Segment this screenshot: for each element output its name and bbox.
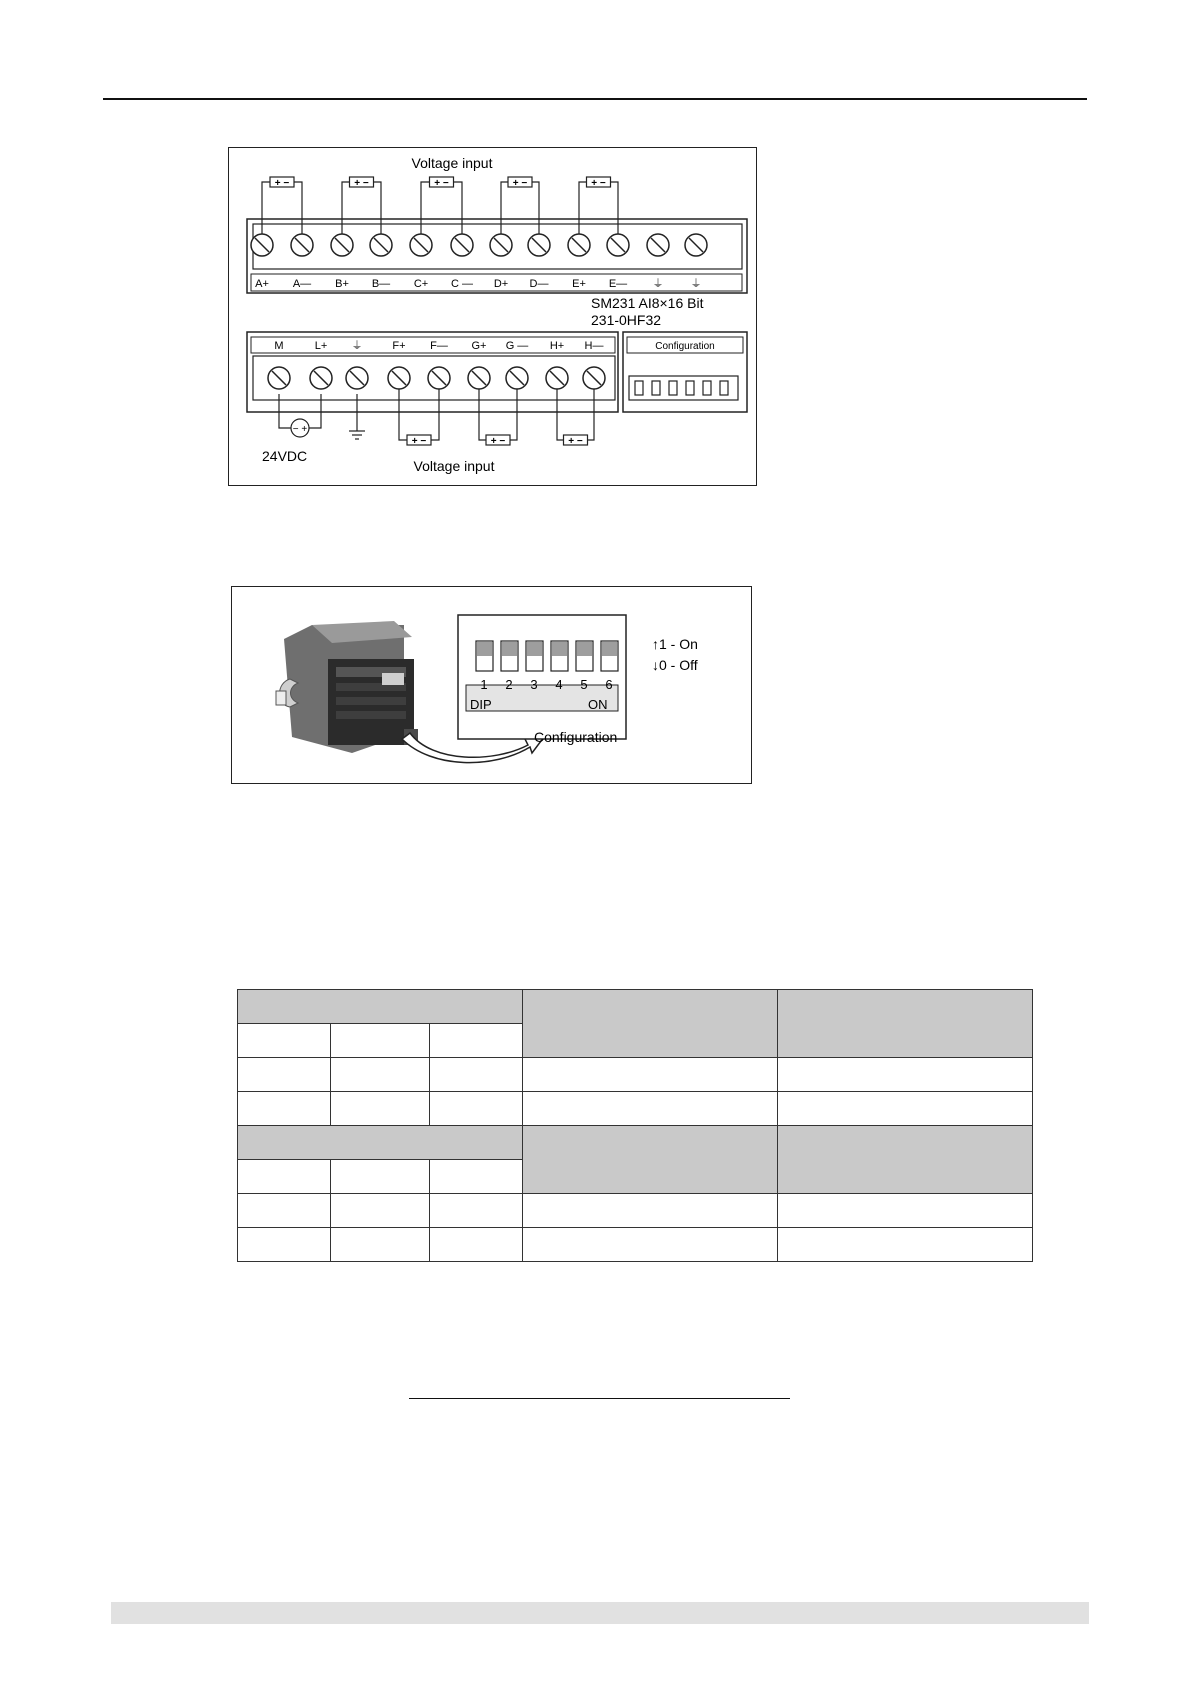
wire: [611, 182, 619, 234]
wire: [399, 389, 407, 440]
module-model-name: SM231 AI8×16 Bit: [591, 295, 704, 311]
bottom-terminal-labels: [274, 339, 603, 352]
top-terminal-labels: [255, 277, 701, 290]
table-cell: [430, 1228, 523, 1262]
dip-switch-knob: [502, 642, 517, 656]
table-row: [238, 990, 1033, 1024]
legend-off: ↓0 - Off: [652, 657, 698, 673]
table-row: [238, 1058, 1033, 1092]
wire: [588, 389, 595, 440]
dip-switch-number: 1: [480, 677, 488, 692]
table-cell: [238, 1194, 331, 1228]
dip-switch-mini: [720, 381, 728, 395]
wiring-diagram-svg: [229, 148, 756, 485]
wire: [342, 182, 350, 234]
power-supply-label: 24VDC: [262, 448, 308, 464]
wire: [374, 182, 382, 234]
terminal-label: E+: [572, 278, 586, 290]
table-cell: [238, 1024, 331, 1058]
bottom-voltage-sources: [399, 389, 594, 447]
power-polarity: − +: [292, 424, 308, 435]
table-cell: [331, 1228, 430, 1262]
dip-switches-mini: [635, 381, 728, 395]
configuration-label: Configuration: [655, 341, 715, 352]
table-cell: [778, 1194, 1033, 1228]
dip-switch-knob: [527, 642, 542, 656]
configuration-caption: Configuration: [534, 729, 618, 745]
wire: [501, 182, 508, 234]
table-cell: [238, 1160, 331, 1194]
dip-switch-number: 4: [555, 677, 563, 692]
dip-switch-number: 6: [605, 677, 613, 692]
dip-switch-mini: [652, 381, 660, 395]
table-cell: [778, 1058, 1033, 1092]
terminal-label: D—: [529, 278, 549, 290]
battery-polarity: + −: [490, 436, 506, 447]
table-cell: [331, 1160, 430, 1194]
bottom-screw-terminals: [268, 367, 605, 389]
terminal-label: ⏚: [690, 278, 702, 290]
top-screw-terminals: [251, 234, 707, 256]
battery-polarity: + −: [274, 178, 290, 189]
wire: [510, 389, 517, 440]
module-order-number: 231-0HF32: [591, 312, 662, 328]
wire: [579, 182, 587, 234]
wiring-diagram: [228, 147, 757, 486]
dip-switch-mini: [669, 381, 677, 395]
bottom-voltage-input-label: Voltage input: [413, 458, 495, 474]
table-header-cell: [238, 1126, 523, 1160]
dip-switch-mini: [686, 381, 694, 395]
wire: [262, 182, 270, 234]
dip-switch-figure-svg: [232, 587, 751, 783]
terminal-label: M: [274, 340, 284, 352]
dip-switch-mini: [703, 381, 711, 395]
on-label: ON: [588, 697, 608, 712]
battery-polarity: + −: [411, 436, 427, 447]
terminal-label: D+: [493, 278, 509, 290]
table-cell: [523, 1228, 778, 1262]
configuration-table: [237, 989, 1033, 1262]
terminal-label: ⏚: [652, 278, 664, 290]
legend-on: ↑1 - On: [652, 636, 698, 652]
terminal-label: E—: [608, 278, 628, 290]
table-cell: [430, 1024, 523, 1058]
terminal-label: A—: [292, 278, 312, 290]
table-cell: [238, 1228, 331, 1262]
dip-switch-number: 5: [580, 677, 588, 692]
wire: [421, 182, 430, 234]
table-cell: [778, 1228, 1033, 1262]
terminal-label: L+: [314, 340, 328, 352]
dip-switch-knob: [552, 642, 567, 656]
footer-bar: [111, 1602, 1089, 1624]
terminal-label: A+: [255, 278, 269, 290]
wire: [532, 182, 539, 234]
dip-label: DIP: [470, 697, 492, 712]
table-cell: [430, 1058, 523, 1092]
terminal-label: H—: [584, 340, 604, 352]
dip-switch-figure: [231, 586, 752, 784]
table-cell: [331, 1194, 430, 1228]
table-header-cell: [523, 990, 778, 1058]
top-voltage-input-label: Voltage input: [411, 155, 493, 171]
terminal-label: F+: [392, 340, 406, 352]
table-row: [238, 1228, 1033, 1262]
battery-polarity: + −: [434, 178, 449, 189]
battery-polarity: + −: [354, 178, 369, 189]
table-header-cell: [778, 1126, 1033, 1194]
table-cell: [331, 1024, 430, 1058]
table-row: [238, 1194, 1033, 1228]
table-cell: [430, 1194, 523, 1228]
table-cell: [778, 1092, 1033, 1126]
table-cell: [430, 1092, 523, 1126]
wire: [294, 182, 302, 234]
terminal-label: G+: [471, 340, 487, 352]
dip-switch-knob: [477, 642, 492, 656]
table-cell: [523, 1092, 778, 1126]
table-row: [238, 1092, 1033, 1126]
table-header-cell: [238, 990, 523, 1024]
terminal-label: C+: [413, 278, 429, 290]
wire: [479, 389, 486, 440]
dip-switch-number: 2: [505, 677, 513, 692]
terminal-label: G —: [505, 340, 529, 352]
table-header-cell: [523, 1126, 778, 1194]
table-cell: [331, 1092, 430, 1126]
terminal-label: C —: [451, 278, 473, 290]
battery-polarity: + −: [512, 178, 528, 189]
module-photo: [276, 621, 418, 753]
dip-switch-knob: [602, 642, 617, 656]
table-header-cell: [778, 990, 1033, 1058]
terminal-label: H+: [549, 340, 565, 352]
battery-polarity: + −: [591, 178, 606, 189]
table-row: [238, 1126, 1033, 1160]
terminal-label: ⏚: [351, 340, 363, 352]
top-voltage-sources: [262, 177, 618, 234]
table-cell: [238, 1058, 331, 1092]
battery-polarity: + −: [568, 436, 583, 447]
wire: [454, 182, 463, 234]
dip-switch-knob: [577, 642, 592, 656]
table-cell: [523, 1058, 778, 1092]
dip-switch-number: 3: [530, 677, 538, 692]
dip-switch-mini: [635, 381, 643, 395]
footer-link-underline: [409, 1398, 790, 1399]
table-cell: [238, 1092, 331, 1126]
terminal-label: B+: [335, 278, 349, 290]
table-cell: [331, 1058, 430, 1092]
terminal-label: F—: [430, 340, 448, 352]
wire: [431, 389, 439, 440]
table-cell: [523, 1194, 778, 1228]
terminal-label: B—: [371, 278, 391, 290]
wire: [557, 389, 564, 440]
header-rule: [103, 98, 1087, 100]
table-cell: [430, 1160, 523, 1194]
